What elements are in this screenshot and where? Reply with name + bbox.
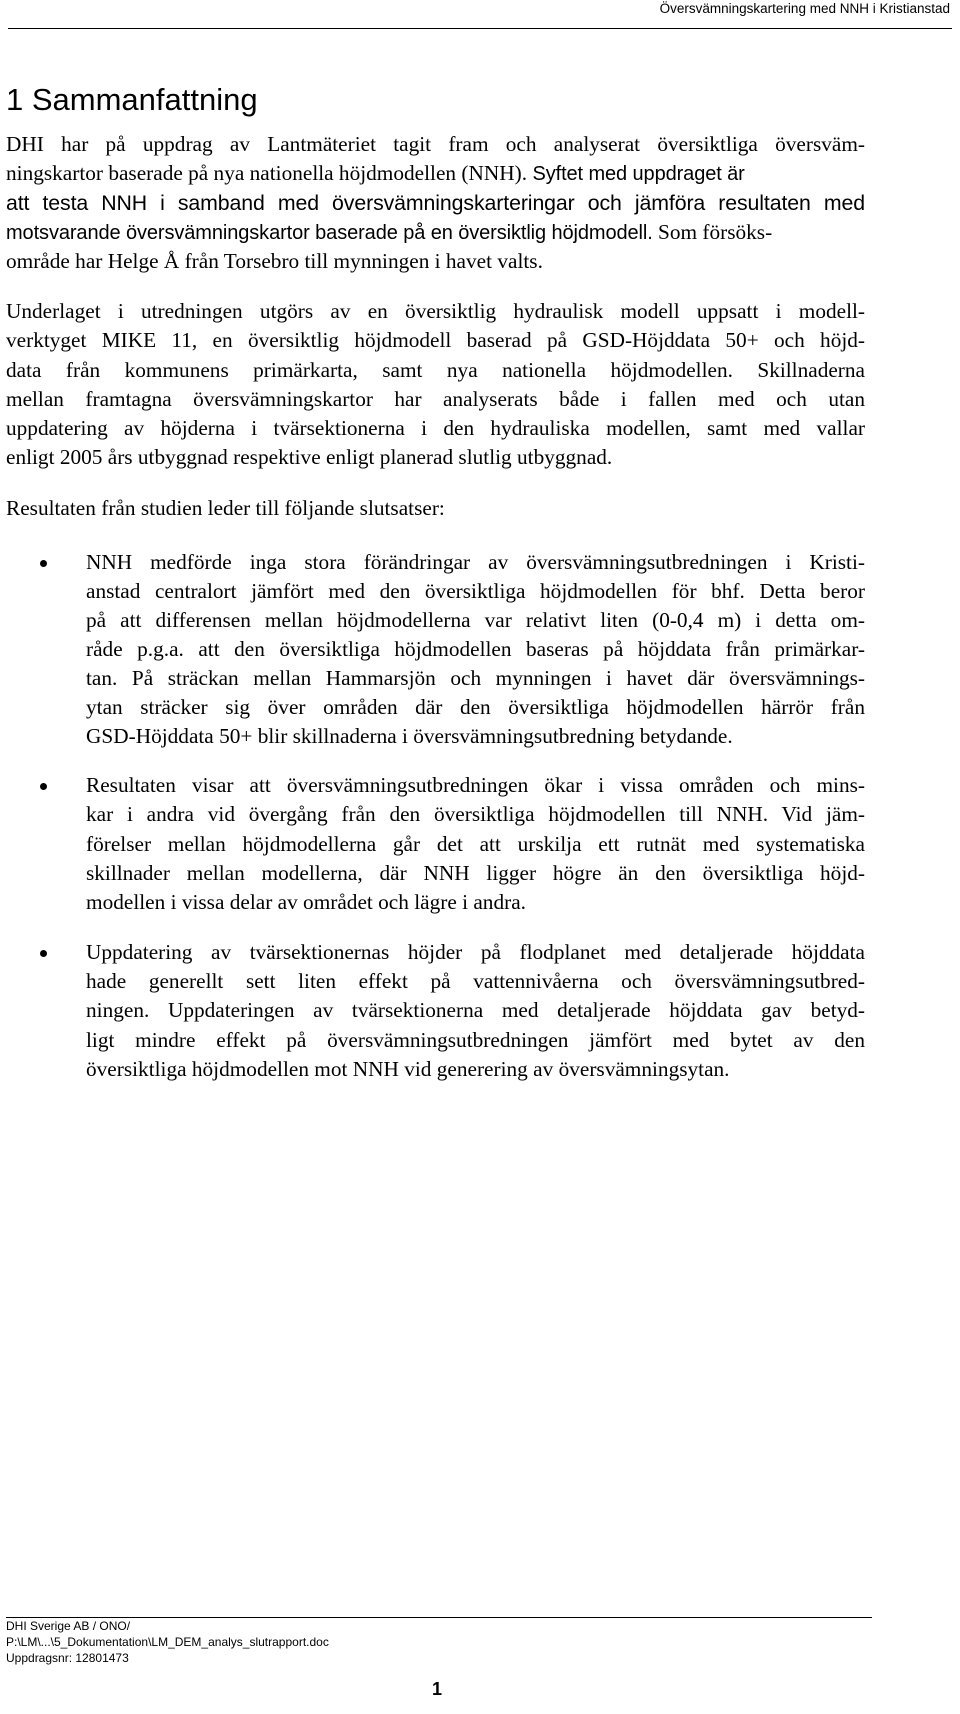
- footer-company: DHI Sverige AB / ONO/: [6, 1619, 131, 1633]
- text-line: ytan sträcker sig över områden där den översiktliga höjdmodellen härrör från: [86, 695, 865, 719]
- page-header: [8, 0, 952, 29]
- footer-file-path: P:\LM\...\5_Dokumentation\LM_DEM_analys_slutrapport.doc: [6, 1635, 329, 1649]
- text-line: verktyget MIKE 11, en översiktlig höjdmodell baserad på GSD-Höjddata 50+ och höjd-: [6, 328, 865, 352]
- text-line: GSD-Höjddata 50+ blir skillnaderna i översvämningsutbredning betydande.: [86, 724, 733, 748]
- text-line: Uppdatering av tvärsektionernas höjder på flodplanet med detaljerade höjddata: [86, 940, 865, 964]
- text-line: enligt 2005 års utbyggnad respektive enligt planerad slutlig utbyggnad.: [6, 445, 613, 469]
- text-line: Resultaten visar att översvämningsutbredningen ökar i vissa områden och mins-: [86, 773, 865, 797]
- text-segment: motsvarande översvämningskartor baserade på en översiktlig höjdmodell.: [6, 222, 653, 244]
- text-line: uppdatering av höjderna i tvärsektionerna i den hydrauliska modellen, samt med vallar: [6, 416, 865, 440]
- text-line: förelser mellan höjdmodellerna går det att urskilja ett rutnät med systematiska: [86, 832, 865, 856]
- text-line: DHI har på uppdrag av Lantmäteriet tagit fram och analyserat översiktliga översväm-: [6, 132, 865, 156]
- text-line: hade generellt sett liten effekt på vattennivåerna och översvämningsutbred-: [86, 969, 865, 993]
- text-line: översiktliga höjdmodellen mot NNH vid generering av översvämningsytan.: [86, 1057, 730, 1081]
- text-line: råde p.g.a. att den översiktliga höjdmodellen baseras på höjddata från primärkar-: [86, 637, 865, 661]
- text-line: skillnader mellan modellerna, där NNH ligger högre än den översiktliga höjd-: [86, 861, 865, 885]
- text-line: mellan framtagna översvämningskartor har analyserats både i fallen med och utan: [6, 387, 865, 411]
- text-line: område har Helge Å från Torsebro till mynningen i havet valts.: [6, 249, 543, 273]
- text-segment: ningskartor baserade på nya nationella höjdmodellen (NNH).: [6, 161, 528, 185]
- bullet-icon: [40, 783, 47, 790]
- paragraph-conclusions-intro: Resultaten från studien leder till följande slutsatser:: [6, 496, 445, 520]
- text-line: [6, 218, 772, 248]
- page-number: 1: [432, 1679, 443, 1699]
- text-line: Underlaget i utredningen utgörs av en översiktlig hydraulisk modell uppsatt i modell-: [6, 299, 865, 323]
- footer-divider: [6, 1617, 872, 1618]
- text-segment: Som försöks-: [652, 220, 773, 244]
- text-line: modellen i vissa delar av området och lägre i andra.: [86, 890, 526, 914]
- text-line: kar i andra vid övergång från den översiktliga höjdmodellen till NNH. Vid jäm-: [86, 802, 865, 826]
- text-segment: Syftet med uppdraget är: [527, 163, 745, 185]
- text-line: [6, 159, 745, 189]
- footer-assignment-number: Uppdragsnr: 12801473: [6, 1651, 129, 1665]
- text-line: NNH medförde inga stora förändringar av översvämningsutbredningen i Kristi-: [86, 550, 865, 574]
- bullet-icon: [40, 560, 47, 567]
- text-line: ligt mindre effekt på översvämningsutbredningen jämfört med bytet av den: [86, 1028, 865, 1052]
- text-line: på att differensen mellan höjdmodellerna var relativt liten (0-0,4 m) i detta om-: [86, 608, 865, 632]
- text-line: tan. På sträckan mellan Hammarsjön och mynningen i havet där översvämnings-: [86, 666, 865, 690]
- text-line: ningen. Uppdateringen av tvärsektionerna med detaljerade höjddata gav betyd-: [86, 998, 865, 1022]
- text-line: anstad centralort jämfört med den översiktliga höjdmodellen för bhf. Detta beror: [86, 579, 865, 603]
- section-heading: 1 Sammanfattning: [6, 82, 258, 117]
- document-title: Översvämningskartering med NNH i Kristianstad: [659, 1, 950, 16]
- text-line: data från kommunens primärkarta, samt nya nationella höjdmodellen. Skillnaderna: [6, 358, 865, 382]
- bullet-icon: [40, 950, 47, 957]
- text-line: att testa NNH i samband med översvämningskarteringar och jämföra resultaten med: [6, 191, 865, 215]
